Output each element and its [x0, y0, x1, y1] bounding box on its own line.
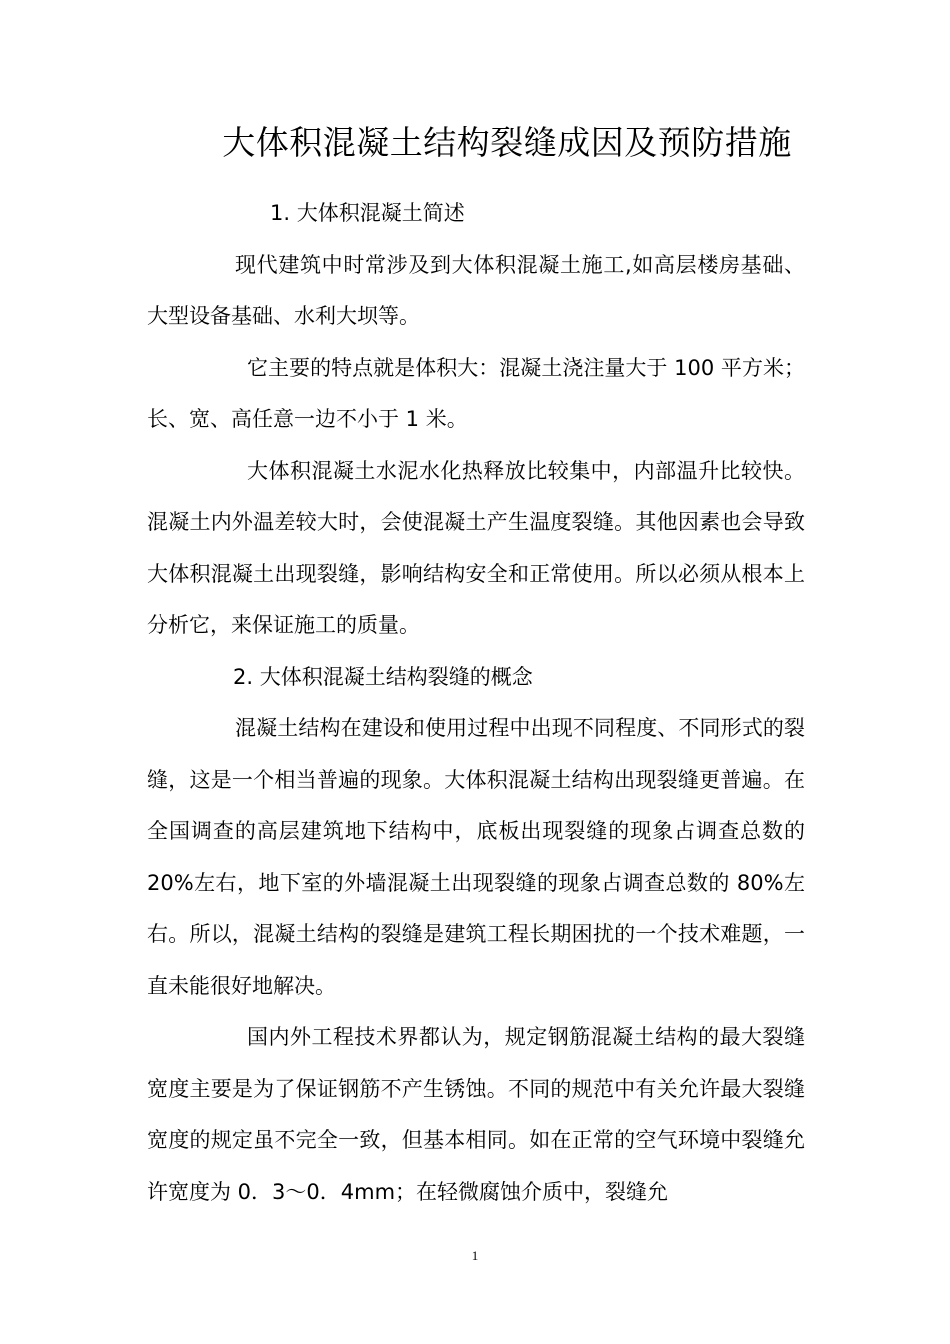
paragraph-intro: 现代建筑中时常涉及到大体积混凝土施工,如高层楼房基础、大型设备基础、水利大坝等。	[147, 252, 805, 328]
paragraph-heat: 大体积混凝土水泥水化热释放比较集中，内部温升比较快。混凝土内外温差较大时，会使混凝土产生温度裂缝。其他因素也会导致大体积混凝土出现裂缝，影响结构安全和正常使用。所以必须从根本上分析它，来保证施工的质量。	[147, 458, 805, 637]
page-number: 1	[471, 1248, 479, 1263]
paragraph-standards: 国内外工程技术界都认为，规定钢筋混凝土结构的最大裂缝宽度主要是为了保证钢筋不产生锈蚀。不同的规范中有关允许最大裂缝宽度的规定虽不完全一致，但基本相同。如在正常的空气环境中裂缝允许宽度为 0．3～0．4mm；在轻微腐蚀介质中，裂缝允	[147, 1025, 805, 1204]
section-heading-2: 2. 大体积混凝土结构裂缝的概念	[233, 664, 533, 689]
paragraph-cracks: 混凝土结构在建设和使用过程中出现不同程度、不同形式的裂缝，这是一个相当普遍的现象。大体积混凝土结构出现裂缝更普遍。在全国调查的高层建筑地下结构中，底板出现裂缝的现象占调查总数的 20%左右，地下室的外墙混凝土出现裂缝的现象占调查总数的 80%左右。所以，混凝土结构的裂缝是建筑工程长期困扰的一个技术难题，一直未能很好地解决。	[147, 716, 805, 998]
document-title: 大体积混凝土结构裂缝成因及预防措施	[222, 123, 792, 162]
paragraph-features: 它主要的特点就是体积大：混凝土浇注量大于 100 平方米；长、宽、高任意一边不小于 1 米。	[147, 355, 805, 431]
section-heading-1: 1. 大体积混凝土简述	[270, 201, 465, 225]
document-body	[147, 188, 805, 1218]
